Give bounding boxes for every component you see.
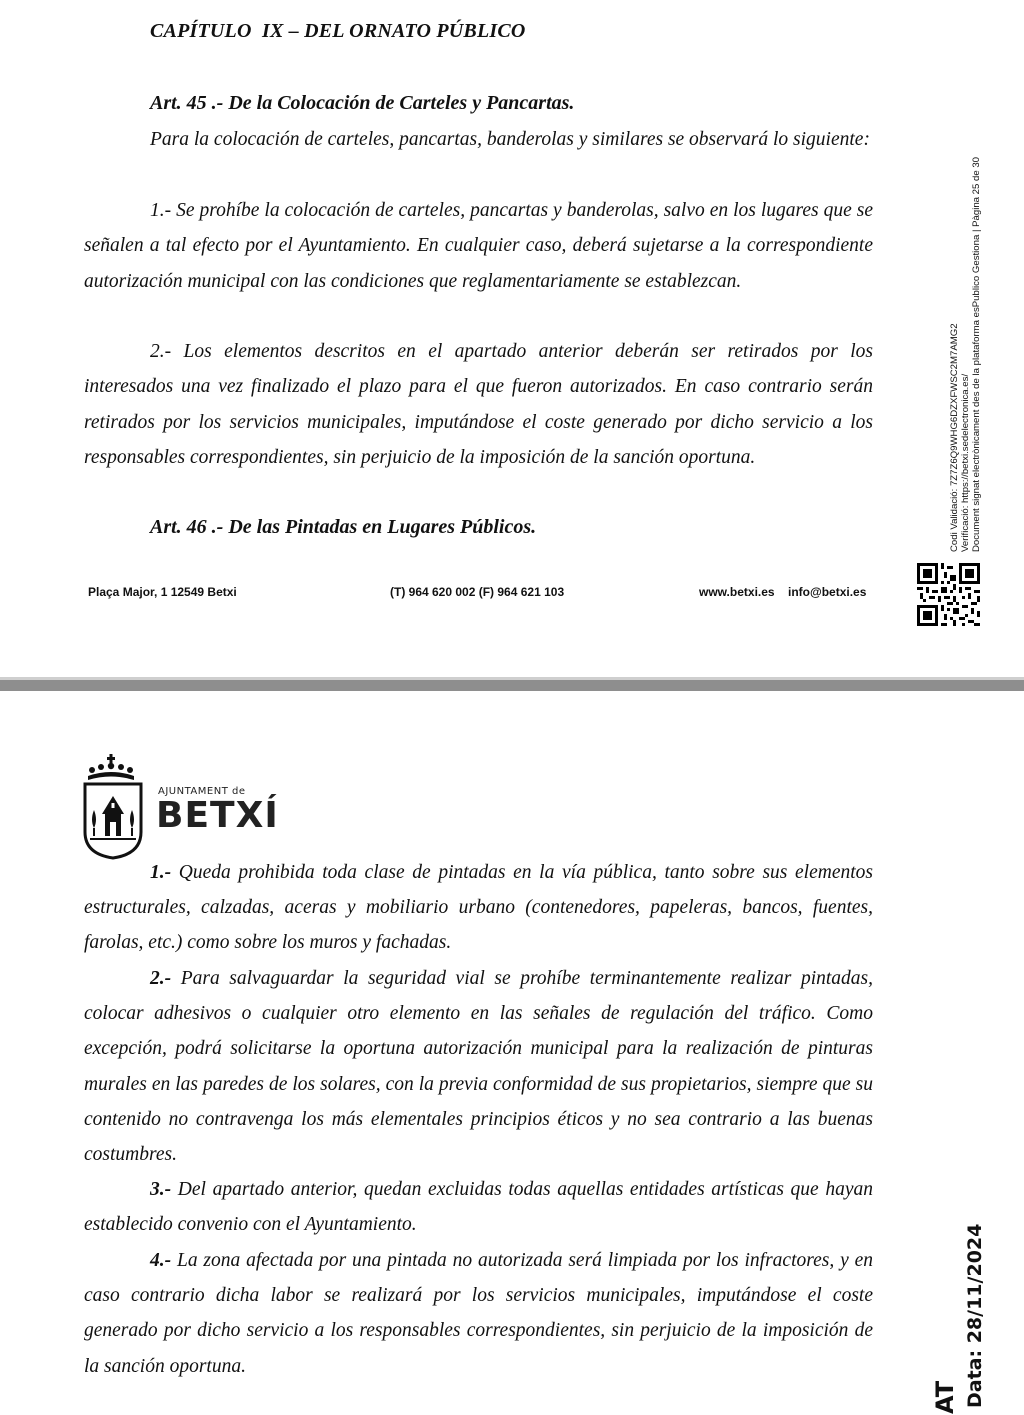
article-45-intro: Para la colocación de carteles, pancartas, banderolas y similares se observará lo siguiente: (150, 129, 870, 150)
footer-address: Plaça Major, 1 12549 Betxi (88, 585, 237, 599)
validation-code-text: Codi Validació: 7Z7Z6Q9WHG6DZXFWSC2M7AMG2 (949, 323, 960, 552)
qr-code-icon (917, 563, 980, 626)
article-46-item-4: 4.- La zona afectada por una pintada no autorizada será limpiada por los infractores, y en caso contrario dicha labor se realizará por los servicios municipales, imputándose el coste generado por dicho servicio a los responsables correspondientes, sin perjuicio de la imposición de la sanción oportuna. (84, 1250, 873, 1377)
footer-email[interactable]: info@betxi.es (788, 585, 867, 599)
article-45-title: Art. 45 .- De la Colocación de Carteles y Pancartas. (150, 92, 575, 114)
footer-phone: (T) 964 620 002 (F) 964 621 103 (390, 585, 565, 599)
logo-small-text: AJUNTAMENT de (158, 786, 246, 797)
verification-url-text: Verificació: https://betxi.sedelectronica.es/ (960, 373, 971, 552)
article-46-item-1: 1.- Queda prohibida toda clase de pintadas en la vía pública, tanto sobre sus elementos estructurales, calzadas, aceras y mobiliario urbano (contenedores, papeleras, bancos, fuentes, farolas, etc.) como sobre los muros y fachadas. (84, 862, 873, 954)
stamp-fragment: AT (931, 1380, 959, 1414)
betxi-coat-of-arms-icon (82, 754, 146, 860)
article-46-item-2: 2.- Para salvaguardar la seguridad vial se prohíbe terminantemente realizar pintadas, colocar adhesivos o cualquier otro elemento en las señales de regulación del tráfico. Como excepción, podrá solicitarse la oportuna autorización municipal para la realización de pinturas murales en las paredes de los solares, con la previa conformidad de sus propietarios, siempre que su contenido no contravenga los más elementales principios éticos y no sea contrario a las buenas costumbres. (84, 968, 873, 1166)
chapter-heading: CAPÍTULO IX – DEL ORNATO PÚBLICO (150, 20, 526, 42)
signature-date-stamp: Data: 28/11/2024 (964, 1223, 986, 1408)
footer-website[interactable]: www.betxi.es (699, 585, 775, 599)
signature-notice-text: Document signat electrònicament des de la plataforma esPublico Gestiona | Pàgina 25 de 30 (971, 156, 982, 552)
article-46-item-3: 3.- Del apartado anterior, quedan excluidas todas aquellas entidades artísticas que hayan establecido convenio con el Ayuntamiento. (84, 1179, 873, 1236)
article-46-title: Art. 46 .- De las Pintadas en Lugares Públicos. (150, 516, 537, 538)
logo-name: BETXÍ (156, 795, 279, 836)
page-separator (0, 677, 1024, 691)
article-45-paragraph-1: 1.- Se prohíbe la colocación de carteles, pancartas y banderolas, salvo en los lugares que se señalen a tal efecto por el Ayuntamiento. En cualquier caso, deberá sujetarse a la correspondiente autorización municipal con las condiciones que reglamentariamente se establezcan. (84, 200, 873, 292)
article-45-paragraph-2: 2.- Los elementos descritos en el apartado anterior deberán ser retirados por los interesados una vez finalizado el plazo para el que fueron autorizados. En caso contrario serán retirados por los servicios municipales, imputándose el coste generado por dicho servicio a los responsables correspondientes, sin perjuicio de la imposición de la sanción oportuna. (84, 341, 873, 469)
